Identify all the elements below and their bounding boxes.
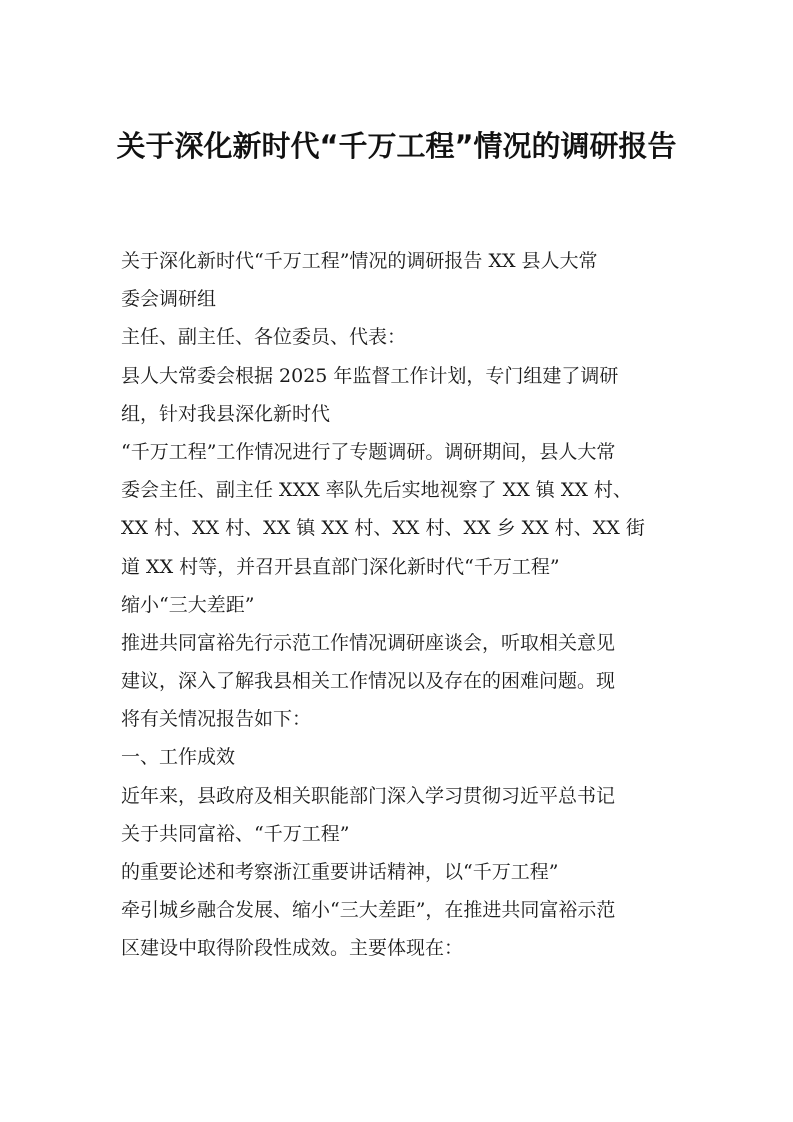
document-title: 关于深化新时代“千万工程”情况的调研报告	[116, 129, 677, 163]
body-line: 推进共同富裕先行示范工作情况调研座谈会，听取相关意见	[121, 631, 616, 654]
body-line: 建议，深入了解我县相关工作情况以及存在的困难问题。现	[121, 670, 616, 693]
body-line: 关于深化新时代“千万工程”情况的调研报告 XX 县人大常	[121, 250, 598, 272]
body-line: “千万工程”工作情况进行了专题调研。调研期间，县人大常	[121, 440, 616, 463]
document-body	[121, 242, 677, 968]
body-line: 缩小“三大差距”	[121, 593, 255, 616]
body-line: 道 XX 村等，并召开县直部门深化新时代“千万工程”	[121, 555, 560, 578]
body-line: 牵引城乡融合发展、缩小“三大差距”，在推进共同富裕示范	[121, 899, 616, 922]
body-line: 委会调研组	[121, 288, 217, 311]
body-line: 主任、副主任、各位委员、代表：	[121, 326, 407, 349]
body-line: 关于共同富裕、“千万工程”	[121, 822, 350, 845]
body-line: 组，针对我县深化新时代	[121, 402, 331, 425]
body-line: 区建设中取得阶段性成效。主要体现在：	[121, 937, 464, 960]
body-line: 近年来，县政府及相关职能部门深入学习贯彻习近平总书记	[121, 784, 616, 807]
body-line: 委会主任、副主任 XXX 率队先后实地视察了 XX 镇 XX 村、	[121, 479, 632, 502]
body-line: 将有关情况报告如下：	[121, 708, 312, 731]
section-heading: 一、工作成效	[121, 746, 236, 769]
body-line: 的重要论述和考察浙江重要讲话精神，以“千万工程”	[121, 861, 559, 883]
body-line: XX 村、XX 村、XX 镇 XX 村、XX 村、XX 乡 XX 村、XX 街	[121, 517, 645, 540]
body-line: 县人大常委会根据 2025 年监督工作计划，专门组建了调研	[121, 364, 619, 387]
